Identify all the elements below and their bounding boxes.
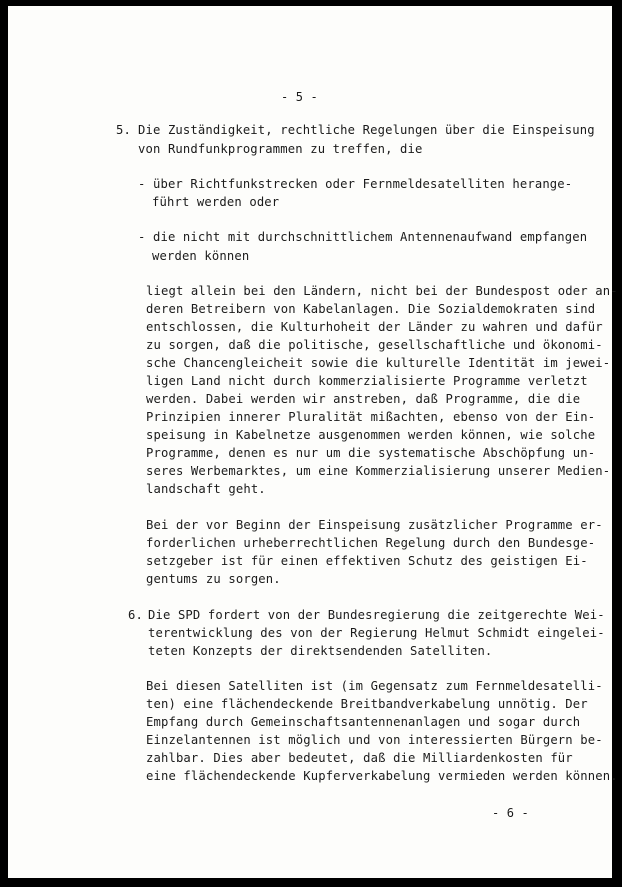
- paragraph-line: Bei diesen Satelliten ist (im Gegensatz zum Fernmeldesatelli-: [146, 679, 603, 693]
- section-5-line: von Rundfunkprogrammen zu treffen, die: [138, 142, 423, 156]
- paragraph-line: entschlossen, die Kulturhoheit der Länder zu wahren und dafür: [146, 320, 603, 334]
- paragraph-line: zahlbar. Dies aber bedeutet, daß die Milliardenkosten für: [146, 751, 573, 765]
- paragraph-line: gentums zu sorgen.: [146, 572, 281, 586]
- paragraph-line: deren Betreibern von Kabelanlagen. Die Sozialdemokraten sind: [146, 302, 596, 316]
- paragraph-line: Empfang durch Gemeinschaftsantennenanlagen und sogar durch: [146, 715, 581, 729]
- paragraph-line: zu sorgen, daß die politische, gesellschaftliche und ökonomi-: [146, 338, 603, 352]
- paragraph-line: landschaft geht.: [146, 482, 266, 496]
- bullet-item-line: führt werden oder: [152, 195, 280, 209]
- section-6-line: terentwicklung des von der Regierung Helmut Schmidt eingelei-: [148, 626, 605, 640]
- paragraph-line: ligen Land nicht durch kommerzialisierte Programme verletzt: [146, 374, 588, 388]
- paragraph-line: Einzelantennen ist möglich und von interessierten Bürgern be-: [146, 733, 603, 747]
- paragraph-line: eine flächendeckende Kupferverkabelung vermieden werden können.: [146, 769, 618, 783]
- bullet-item-line: - die nicht mit durchschnittlichem Antennenaufwand empfangen: [138, 230, 588, 244]
- section-6-line: Die SPD fordert von der Bundesregierung die zeitgerechte Wei-: [148, 608, 605, 622]
- section-5-line: Die Zuständigkeit, rechtliche Regelungen über die Einspeisung: [138, 123, 595, 137]
- section-6-number: 6.: [128, 608, 143, 622]
- paragraph-line: setzgeber ist für einen effektiven Schutz des geistigen Ei-: [146, 554, 588, 568]
- section-5-number: 5.: [116, 123, 131, 137]
- page-number: - 5 -: [281, 90, 318, 104]
- paragraph-line: forderlichen urheberrechtlichen Regelung durch den Bundesge-: [146, 536, 596, 550]
- paragraph-line: Programme, denen es nur um die systematische Abschöpfung un-: [146, 446, 596, 460]
- document-page: [8, 6, 618, 878]
- section-6-line: teten Konzepts der direktsendenden Satelliten.: [148, 644, 493, 658]
- next-page-marker: - 6 -: [492, 806, 529, 820]
- bullet-item-line: - über Richtfunkstrecken oder Fernmeldesatelliten herange-: [138, 177, 573, 191]
- paragraph-line: ten) eine flächendeckende Breitbandverkabelung unnötig. Der: [146, 697, 588, 711]
- bullet-item-line: werden können: [152, 249, 250, 263]
- paragraph-line: speisung in Kabelnetze ausgenommen werden können, wie solche: [146, 428, 596, 442]
- paragraph-line: sche Chancengleicheit sowie die kulturelle Identität im jewei-: [146, 356, 611, 370]
- paragraph-line: Bei der vor Beginn der Einspeisung zusätzlicher Programme er-: [146, 518, 603, 532]
- paragraph-line: seres Werbemarktes, um eine Kommerzialisierung unserer Medien-: [146, 464, 611, 478]
- paragraph-line: werden. Dabei werden wir anstreben, daß Programme, die die: [146, 392, 581, 406]
- paragraph-line: Prinzipien innerer Pluralität mißachten, ebenso von der Ein-: [146, 410, 596, 424]
- paragraph-line: liegt allein bei den Ländern, nicht bei der Bundespost oder an-: [146, 284, 618, 298]
